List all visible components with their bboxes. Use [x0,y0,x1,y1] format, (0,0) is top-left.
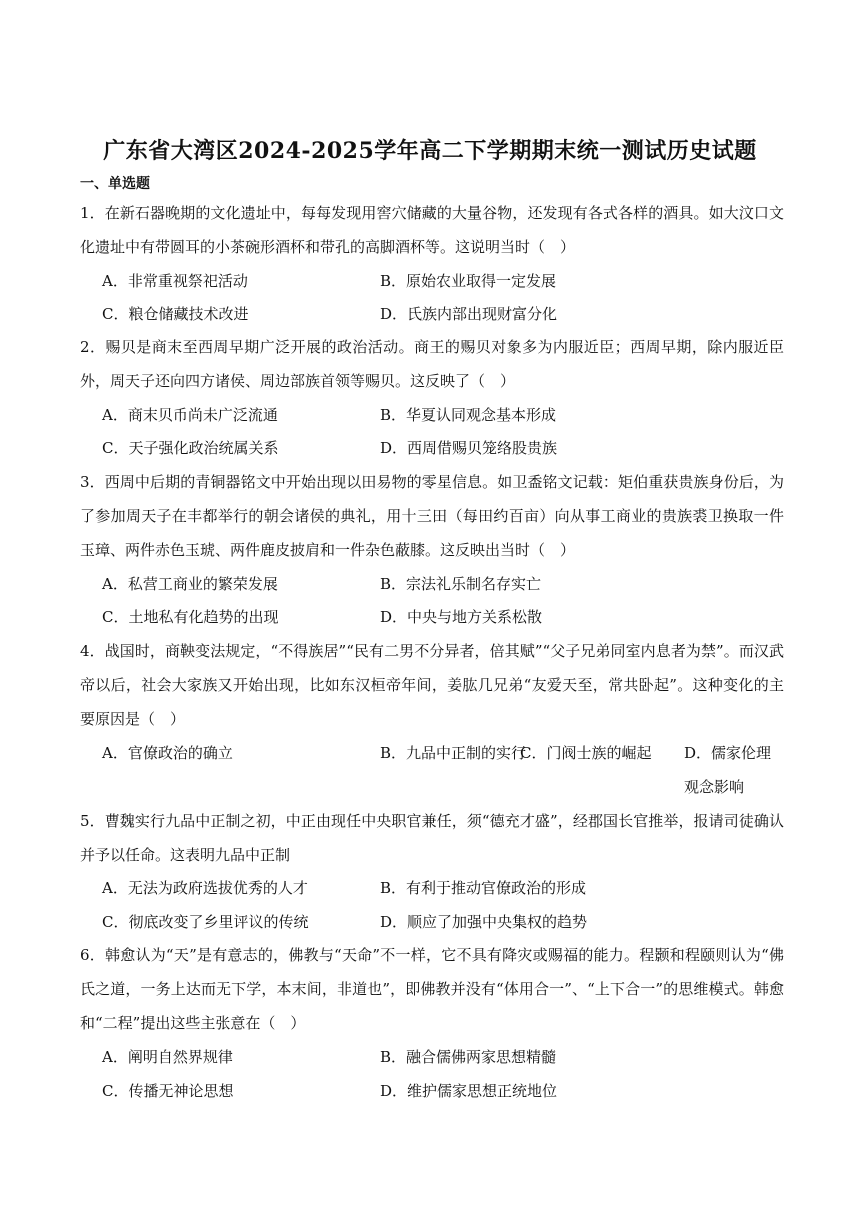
question-3-option-d[interactable]: D．中央与地方关系松散 [380,608,543,626]
section-heading: 一、单选题 [80,176,150,192]
question-3-option-c[interactable]: C．土地私有化趋势的出现 [102,608,279,626]
question-5-stem: 5．曹魏实行九品中正制之初，中正由现任中央职官兼任，须“德充才盛”，经郡国长官推举，报请司徒确认并予以任命。这表明九品中正制 [80,812,784,864]
question-6-stem: 6．韩愈认为“天”是有意志的，佛教与“天命”不一样，它不具有降灾或赐福的能力。程颢和程颐则认为“佛氏之道，一务上达而无下学，本末间，非道也”，即佛教并没有“体用合一”、“上下合一”的思维模式。韩愈和“二程”提出这些主张意在（ ） [80,946,784,1032]
question-4-stem: 4．战国时，商鞅变法规定，“不得族居”“民有二男不分异者，倍其赋”“父子兄弟同室内息者为禁”。而汉武帝以后，社会大家族又开始出现，比如东汉桓帝年间，姜肱几兄弟“友爱天至，常共卧起”。这种变化的主要原因是（ ） [80,642,784,728]
question-1-option-b[interactable]: B．原始农业取得一定发展 [380,272,557,290]
question-3-option-b[interactable]: B．宗法礼乐制名存实亡 [380,575,542,593]
question-3-option-a[interactable]: A．私营工商业的繁荣发展 [102,575,278,593]
question-3-stem: 3．西周中后期的青铜器铭文中开始出现以田易物的零星信息。如卫盉铭文记载：矩伯重获贵族身份后，为了参加周天子在丰都举行的朝会诸侯的典礼，用十三田（每田约百亩）向从事工商业的贵族裘卫换取一件玉璋、两件赤色玉琥、两件鹿皮披肩和一件杂色蔽膝。这反映出当时（ ） [80,473,784,559]
question-4-option-a[interactable]: A．官僚政治的确立 [102,744,233,762]
question-2-option-a[interactable]: A．商末贝币尚未广泛流通 [102,406,278,424]
question-5-option-d[interactable]: D．顺应了加强中央集权的趋势 [380,913,588,931]
question-2-option-c[interactable]: C．天子强化政治统属关系 [102,439,279,457]
question-4-option-b[interactable]: B．九品中正制的实行 [380,744,527,762]
question-2-stem: 2．赐贝是商末至西周早期广泛开展的政治活动。商王的赐贝对象多为内服近臣；西周早期，除内服近臣外，周天子还向四方诸侯、周边部族首领等赐贝。这反映了（ ） [80,338,784,390]
question-6-option-d[interactable]: D．维护儒家思想正统地位 [380,1082,558,1100]
question-5-option-b[interactable]: B．有利于推动官僚政治的形成 [380,879,587,897]
question-5-option-a[interactable]: A．无法为政府选拔优秀的人才 [102,879,308,897]
question-5-option-c[interactable]: C．彻底改变了乡里评议的传统 [102,913,309,931]
question-2-option-d[interactable]: D．西周借赐贝笼络股贵族 [380,439,558,457]
question-1-option-c[interactable]: C．粮仓储藏技术改进 [102,305,249,323]
question-4-option-c[interactable]: C．门阀士族的崛起 [520,744,652,762]
question-6-option-a[interactable]: A．阐明自然界规律 [102,1048,233,1066]
page-title: 广东省大湾区2024-2025学年高二下学期期末统一测试历史试题 [103,138,757,164]
question-4-option-d[interactable]: D．儒家伦理观念影响 [684,744,772,796]
question-1-stem: 1．在新石器晚期的文化遗址中，每每发现用窖穴储藏的大量谷物，还发现有各式各样的酒具。如大汶口文化遗址中有带圆耳的小茶碗形酒杯和带孔的高脚酒杯等。这说明当时（ ） [80,204,784,256]
question-2-option-b[interactable]: B．华夏认同观念基本形成 [380,406,557,424]
question-1-option-d[interactable]: D．氏族内部出现财富分化 [380,305,558,323]
question-6-option-b[interactable]: B．融合儒佛两家思想精髓 [380,1048,557,1066]
question-6-option-c[interactable]: C．传播无神论思想 [102,1082,234,1100]
question-1-option-a[interactable]: A．非常重视祭祀活动 [102,272,248,290]
